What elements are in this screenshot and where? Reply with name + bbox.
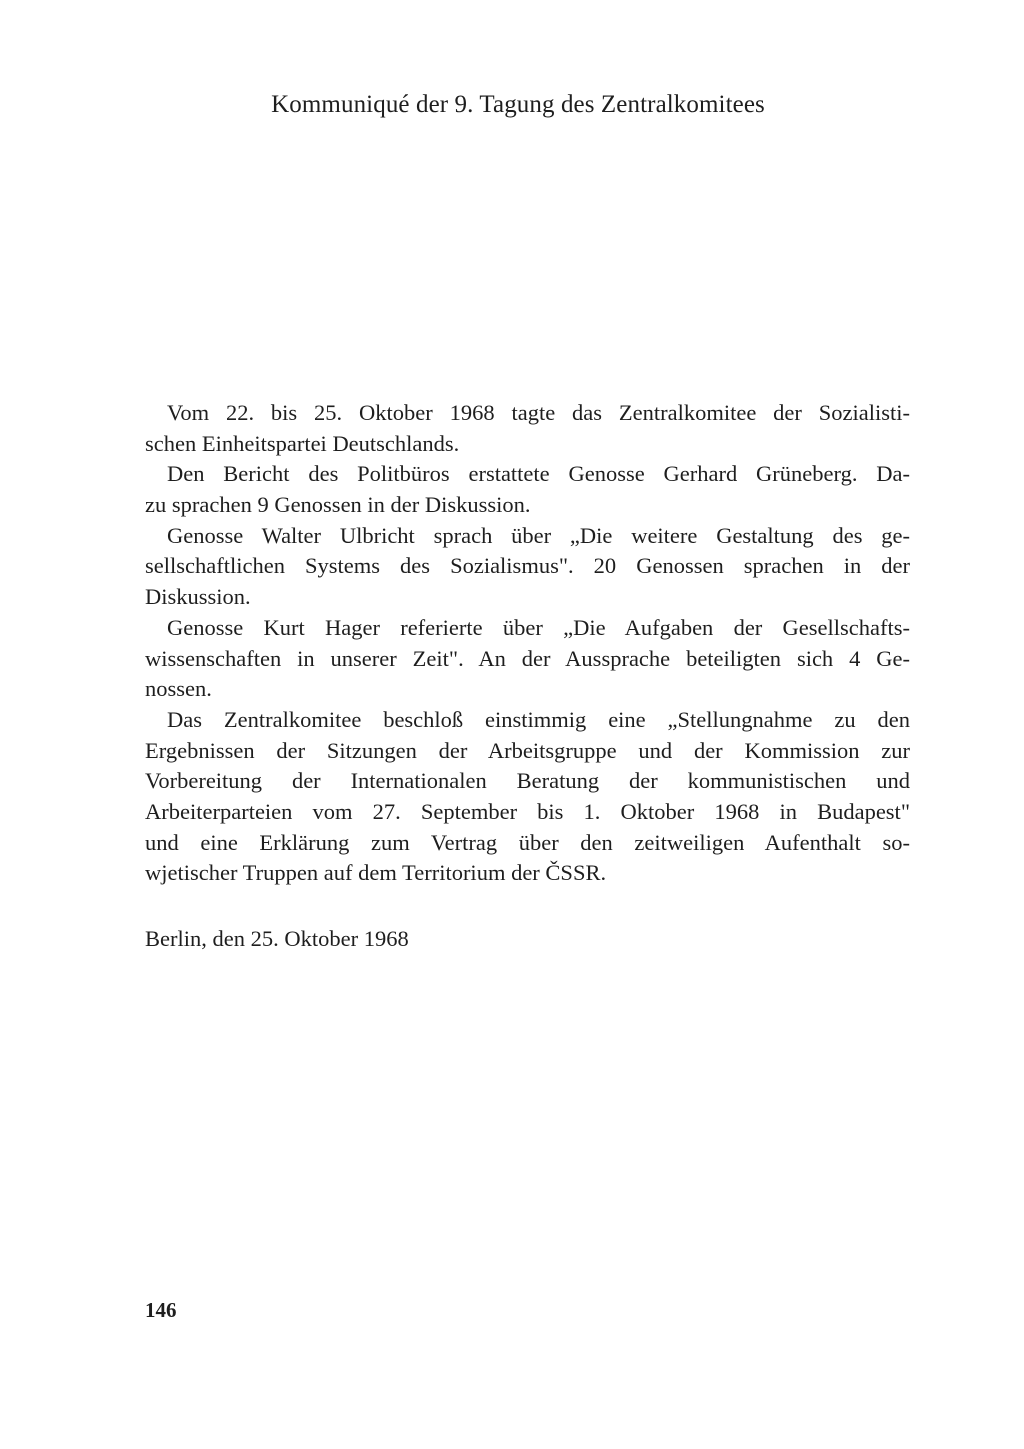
text-line: sellschaftlichen Systems des Sozialismus". 20 Genossen sprachen in der [145, 553, 910, 579]
text-line: und eine Erklärung zum Vertrag über den zeitweiligen Aufenthalt so- [145, 829, 910, 855]
text-line: wissenschaften in unserer Zeit". An der Aussprache beteiligten sich 4 Ge- [145, 645, 910, 671]
text-line: Arbeiterparteien vom 27. September bis 1. Oktober 1968 in Budapest" [145, 798, 910, 824]
text-line: zu sprachen 9 Genossen in der Diskussion. [145, 492, 531, 518]
text-line: nossen. [145, 676, 212, 702]
text-line: Vorbereitung der Internationalen Beratung der kommunistischen und [145, 768, 910, 794]
date-line: Berlin, den 25. Oktober 1968 [145, 926, 409, 951]
body-text [145, 398, 910, 889]
text-line: wjetischer Truppen auf dem Territorium der ČSSR. [145, 860, 607, 886]
page-number: 146 [145, 1298, 177, 1322]
text-line: Genosse Kurt Hager referierte über „Die Aufgaben der Gesellschafts- [167, 614, 910, 640]
text-line: Diskussion. [145, 584, 251, 610]
text-line: schen Einheitspartei Deutschlands. [145, 430, 460, 456]
text-line: Genosse Walter Ulbricht sprach über „Die weitere Gestaltung des ge- [167, 522, 910, 548]
text-line: Vom 22. bis 25. Oktober 1968 tagte das Zentralkomitee der Sozialisti- [167, 400, 910, 425]
page-title: Kommuniqué der 9. Tagung des Zentralkomitees [271, 91, 765, 118]
text-line: Den Bericht des Politbüros erstattete Genosse Gerhard Grüneberg. Da- [167, 461, 910, 487]
text-line: Ergebnissen der Sitzungen der Arbeitsgruppe und der Kommission zur [145, 737, 910, 763]
text-line: Das Zentralkomitee beschloß einstimmig eine „Stellungnahme zu den [167, 706, 910, 732]
